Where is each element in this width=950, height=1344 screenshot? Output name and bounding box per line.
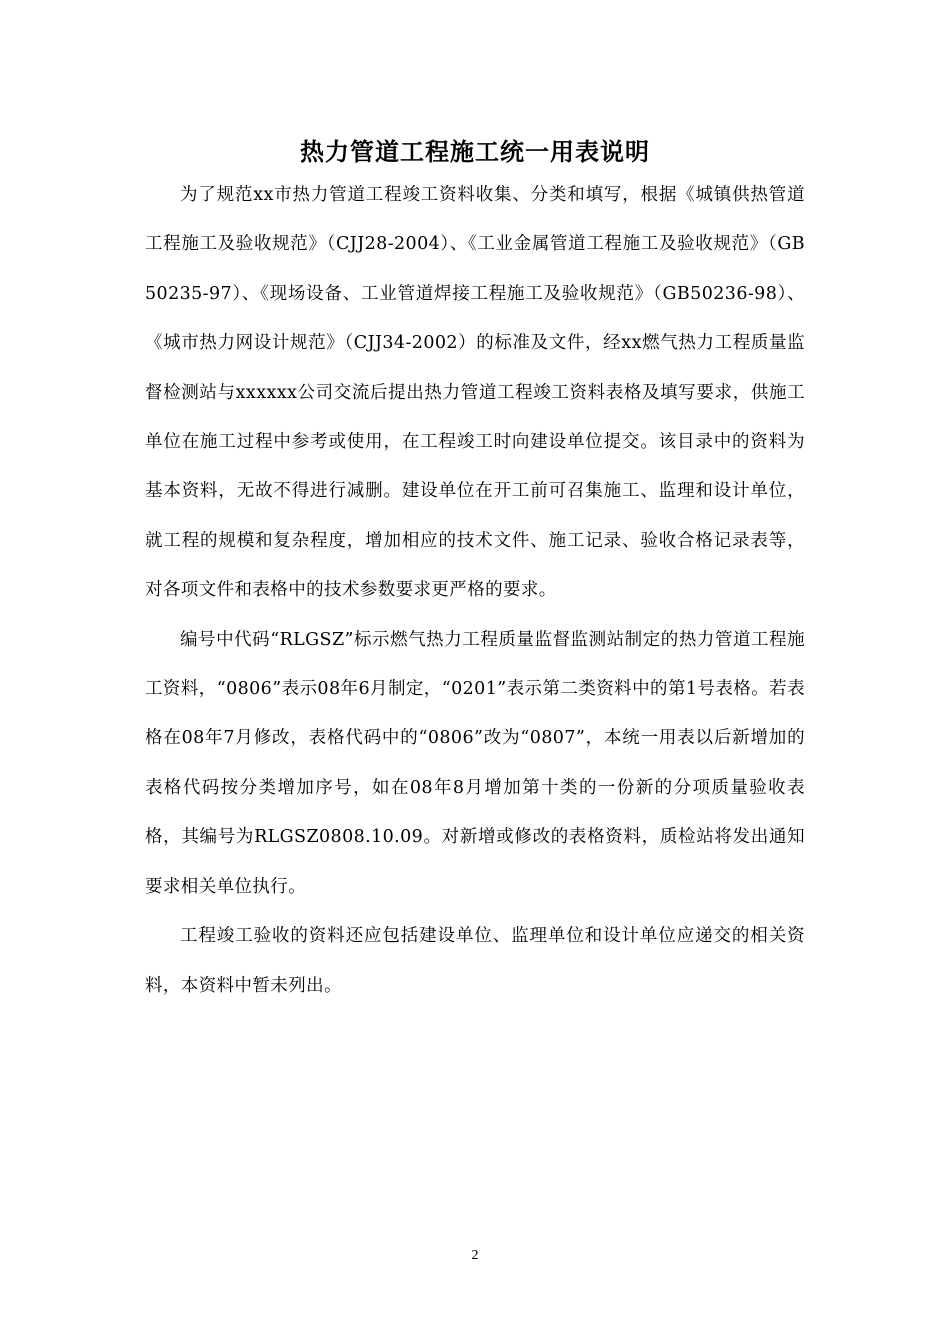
document-title: 热力管道工程施工统一用表说明 (300, 138, 650, 166)
paragraph-purpose: 为了规范xx市热力管道工程竣工资料收集、分类和填写，根据《城镇供热管道工程施工及验收规范》（CJJ28-2004）、《工业金属管道工程施工及验收规范》（GB50235-97）、《现场设备、工业管道焊接工程施工及验收规范》（GB50236-98）、《城市热力网设计规范》（CJJ34-2002）的标准及文件，经xx燃气热力工程质量监督检测站与xxxxxx公司交流后提出热力管道工程竣工资料表格及填写要求，供施工单位在施工过程中参考或使用，在工程竣工时向建设单位提交。该目录中的资料为基本资料，无故不得进行减删。建设单位在开工前可召集施工、监理和设计单位，就工程的规模和复杂程度，增加相应的技术文件、施工记录、验收合格记录表等，对各项文件和表格中的技术参数要求更严格的要求。 (145, 185, 805, 601)
page-number: 2 (471, 1248, 479, 1263)
paragraph-numbering: 编号中代码“RLGSZ”标示燃气热力工程质量监督监测站制定的热力管道工程施工资料，“0806”表示08年6月制定，“0201”表示第二类资料中的第1号表格。若表格在08年7月修改，表格代码中的“0806”改为“0807”，本统一用表以后新增加的表格代码按分类增加序号，如在08年8月增加第十类的一份新的分项质量验收表格，其编号为RLGSZ0808.10.09。对新增或修改的表格资料，质检站将发出通知要求相关单位执行。 (145, 629, 805, 897)
document-body (145, 171, 805, 1011)
paragraph-completion: 工程竣工验收的资料还应包括建设单位、监理单位和设计单位应递交的相关资料，本资料中暂未列出。 (145, 926, 805, 996)
